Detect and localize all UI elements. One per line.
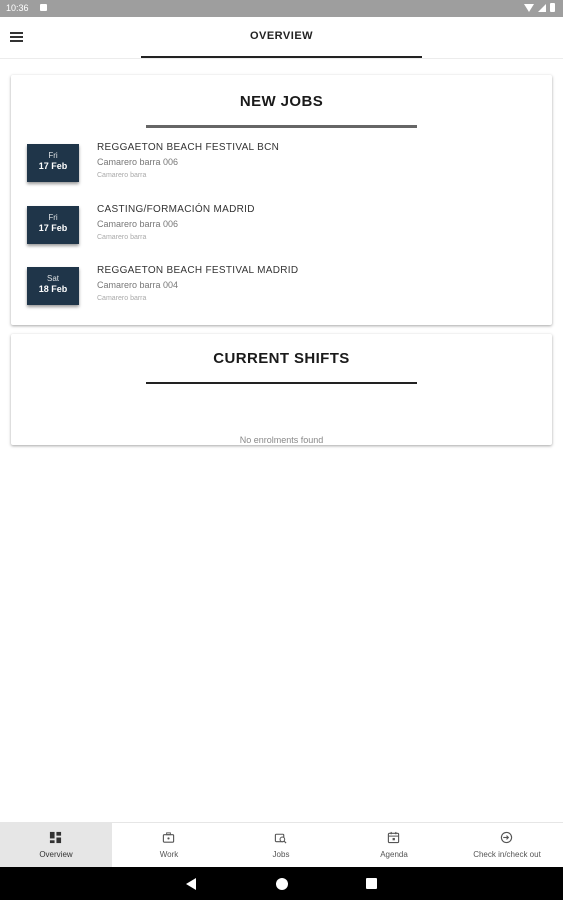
briefcase-icon	[162, 831, 175, 844]
job-title: REGGAETON BEACH FESTIVAL BCN	[97, 142, 280, 153]
nav-label: Overview	[39, 850, 73, 859]
job-role: Camarero barra	[97, 234, 147, 241]
wifi-icon	[524, 4, 534, 12]
job-date: 17 Feb	[38, 223, 68, 233]
title-underline	[141, 56, 422, 58]
recent-apps-icon[interactable]	[366, 878, 377, 889]
new-jobs-card	[11, 75, 552, 325]
new-jobs-title: NEW JOBS	[239, 93, 324, 110]
job-item[interactable]	[27, 204, 537, 254]
job-item[interactable]	[27, 142, 537, 192]
battery-icon	[550, 3, 555, 12]
app-bar	[0, 17, 563, 59]
job-subtitle: Camarero barra 006	[97, 219, 179, 229]
nav-work[interactable]	[113, 823, 225, 868]
notification-icon	[40, 4, 47, 11]
job-date: 17 Feb	[38, 161, 68, 171]
job-day: Sat	[46, 274, 59, 283]
current-shifts-title: CURRENT SHIFTS	[213, 350, 350, 367]
nav-jobs[interactable]	[225, 823, 337, 868]
signal-icon	[538, 4, 546, 12]
job-date: 18 Feb	[38, 284, 68, 294]
bottom-nav	[0, 822, 563, 868]
date-badge	[27, 206, 79, 244]
check-in-icon	[500, 831, 513, 844]
page-title: OVERVIEW	[249, 30, 314, 42]
nav-agenda[interactable]	[338, 823, 450, 868]
job-title: REGGAETON BEACH FESTIVAL MADRID	[97, 265, 299, 276]
date-badge	[27, 267, 79, 305]
status-icons	[524, 3, 555, 12]
job-day: Fri	[48, 151, 58, 160]
nav-check-in-out[interactable]	[451, 823, 563, 868]
dashboard-icon	[49, 831, 62, 844]
job-item[interactable]	[27, 265, 537, 315]
job-role: Camarero barra	[97, 172, 147, 179]
date-badge	[27, 144, 79, 182]
nav-overview[interactable]	[0, 823, 112, 868]
system-nav-bar	[0, 867, 563, 900]
back-icon[interactable]	[186, 878, 196, 890]
calendar-icon	[387, 831, 400, 844]
nav-label: Jobs	[272, 850, 290, 859]
job-day: Fri	[48, 213, 58, 222]
current-shifts-rule	[146, 382, 417, 384]
status-time: 10:36	[6, 3, 29, 13]
nav-label: Work	[159, 850, 179, 859]
job-search-icon	[274, 831, 287, 844]
home-icon[interactable]	[276, 878, 288, 890]
nav-label: Agenda	[380, 850, 408, 859]
job-title: CASTING/FORMACIÓN MADRID	[97, 204, 255, 215]
status-bar	[0, 0, 563, 17]
job-role: Camarero barra	[97, 295, 147, 302]
nav-label: Check in/check out	[473, 850, 541, 859]
job-subtitle: Camarero barra 006	[97, 157, 179, 167]
empty-state-text: No enrolments found	[239, 435, 324, 445]
current-shifts-card	[11, 334, 552, 445]
new-jobs-rule	[146, 125, 417, 128]
job-subtitle: Camarero barra 004	[97, 280, 179, 290]
